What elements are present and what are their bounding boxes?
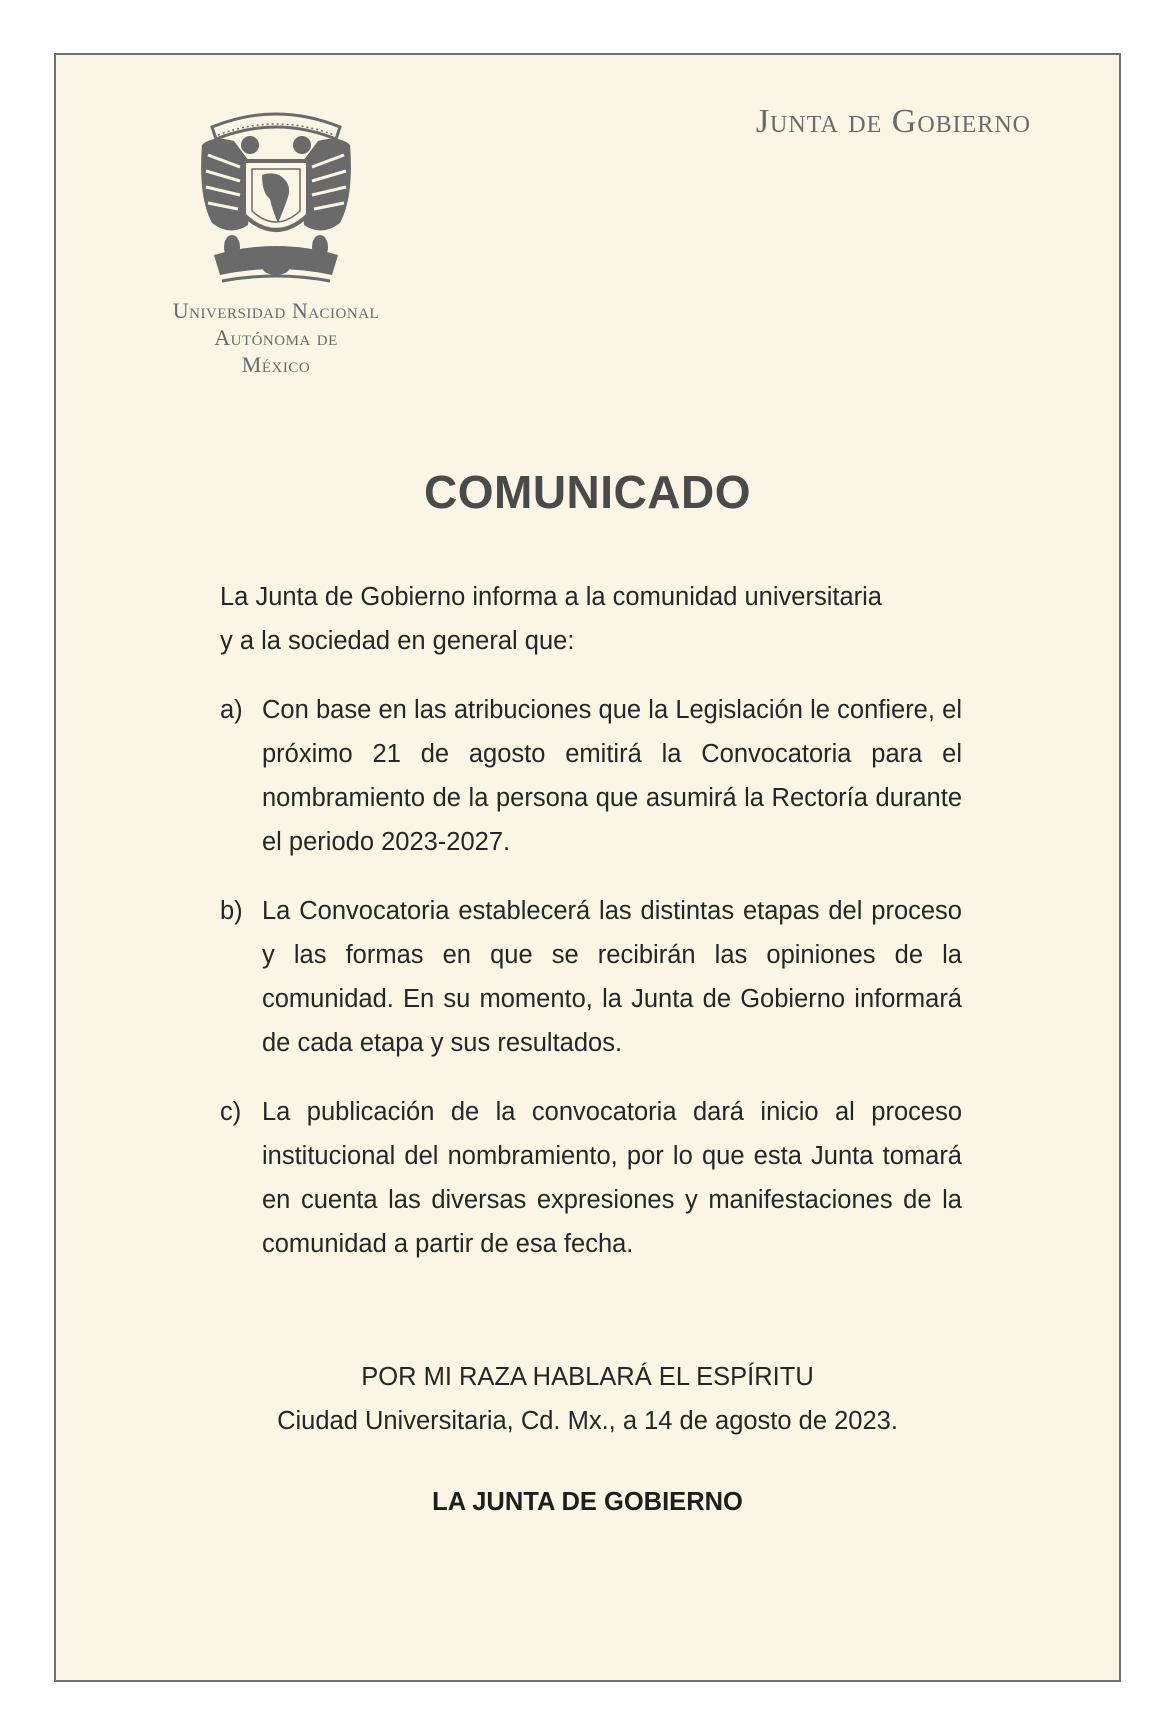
- list-item-text: La publicación de la convocatoria dará inicio al proceso institucional del nombramiento, por lo que esta Junta tomará en cuenta las diversas expresiones y manifestaciones de la comunidad a partir de esa fecha.: [262, 1098, 962, 1258]
- page-title: COMUNICADO: [424, 466, 751, 518]
- list-item-c: [220, 1090, 962, 1266]
- motto: POR MI RAZA HABLARÁ EL ESPÍRITU: [361, 1363, 814, 1391]
- list-item-a: [220, 688, 962, 864]
- list-item-text: La Convocatoria establecerá las distintas etapas del proceso y las formas en que se recibirán las opiniones de la comunidad. En su momento, la Junta de Gobierno informará de cada etapa y sus resultados.: [262, 897, 962, 1057]
- document-body: [220, 575, 962, 1291]
- intro-line-1: La Junta de Gobierno informa a la comunidad universitaria: [220, 583, 882, 611]
- place-date: Ciudad Universitaria, Cd. Mx., a 14 de agosto de 2023.: [277, 1407, 898, 1435]
- document-sheet: [54, 53, 1121, 1682]
- intro-paragraph: [220, 575, 962, 663]
- institution-line-1: Universidad Nacional: [172, 298, 380, 323]
- list-item-b: [220, 889, 962, 1065]
- signature: LA JUNTA DE GOBIERNO: [432, 1488, 743, 1516]
- list-marker: c): [220, 1098, 242, 1126]
- list-marker: b): [220, 897, 243, 925]
- institution-line-3: México: [241, 352, 311, 377]
- list-item-text: Con base en las atribuciones que la Legislación le confiere, el próximo 21 de agosto emitirá la Convocatoria para el nombramiento de la persona que asumirá la Rectoría durante el periodo 2023-2027.: [262, 696, 962, 856]
- list-marker: a): [220, 696, 243, 724]
- unam-logo: [151, 105, 401, 378]
- institution-line-2: Autónoma de: [214, 325, 338, 350]
- intro-line-2: y a la sociedad en general que:: [220, 627, 575, 655]
- unam-seal-icon: [192, 105, 360, 287]
- institution-name: [151, 297, 401, 378]
- department-heading: Junta de Gobierno: [755, 103, 1031, 140]
